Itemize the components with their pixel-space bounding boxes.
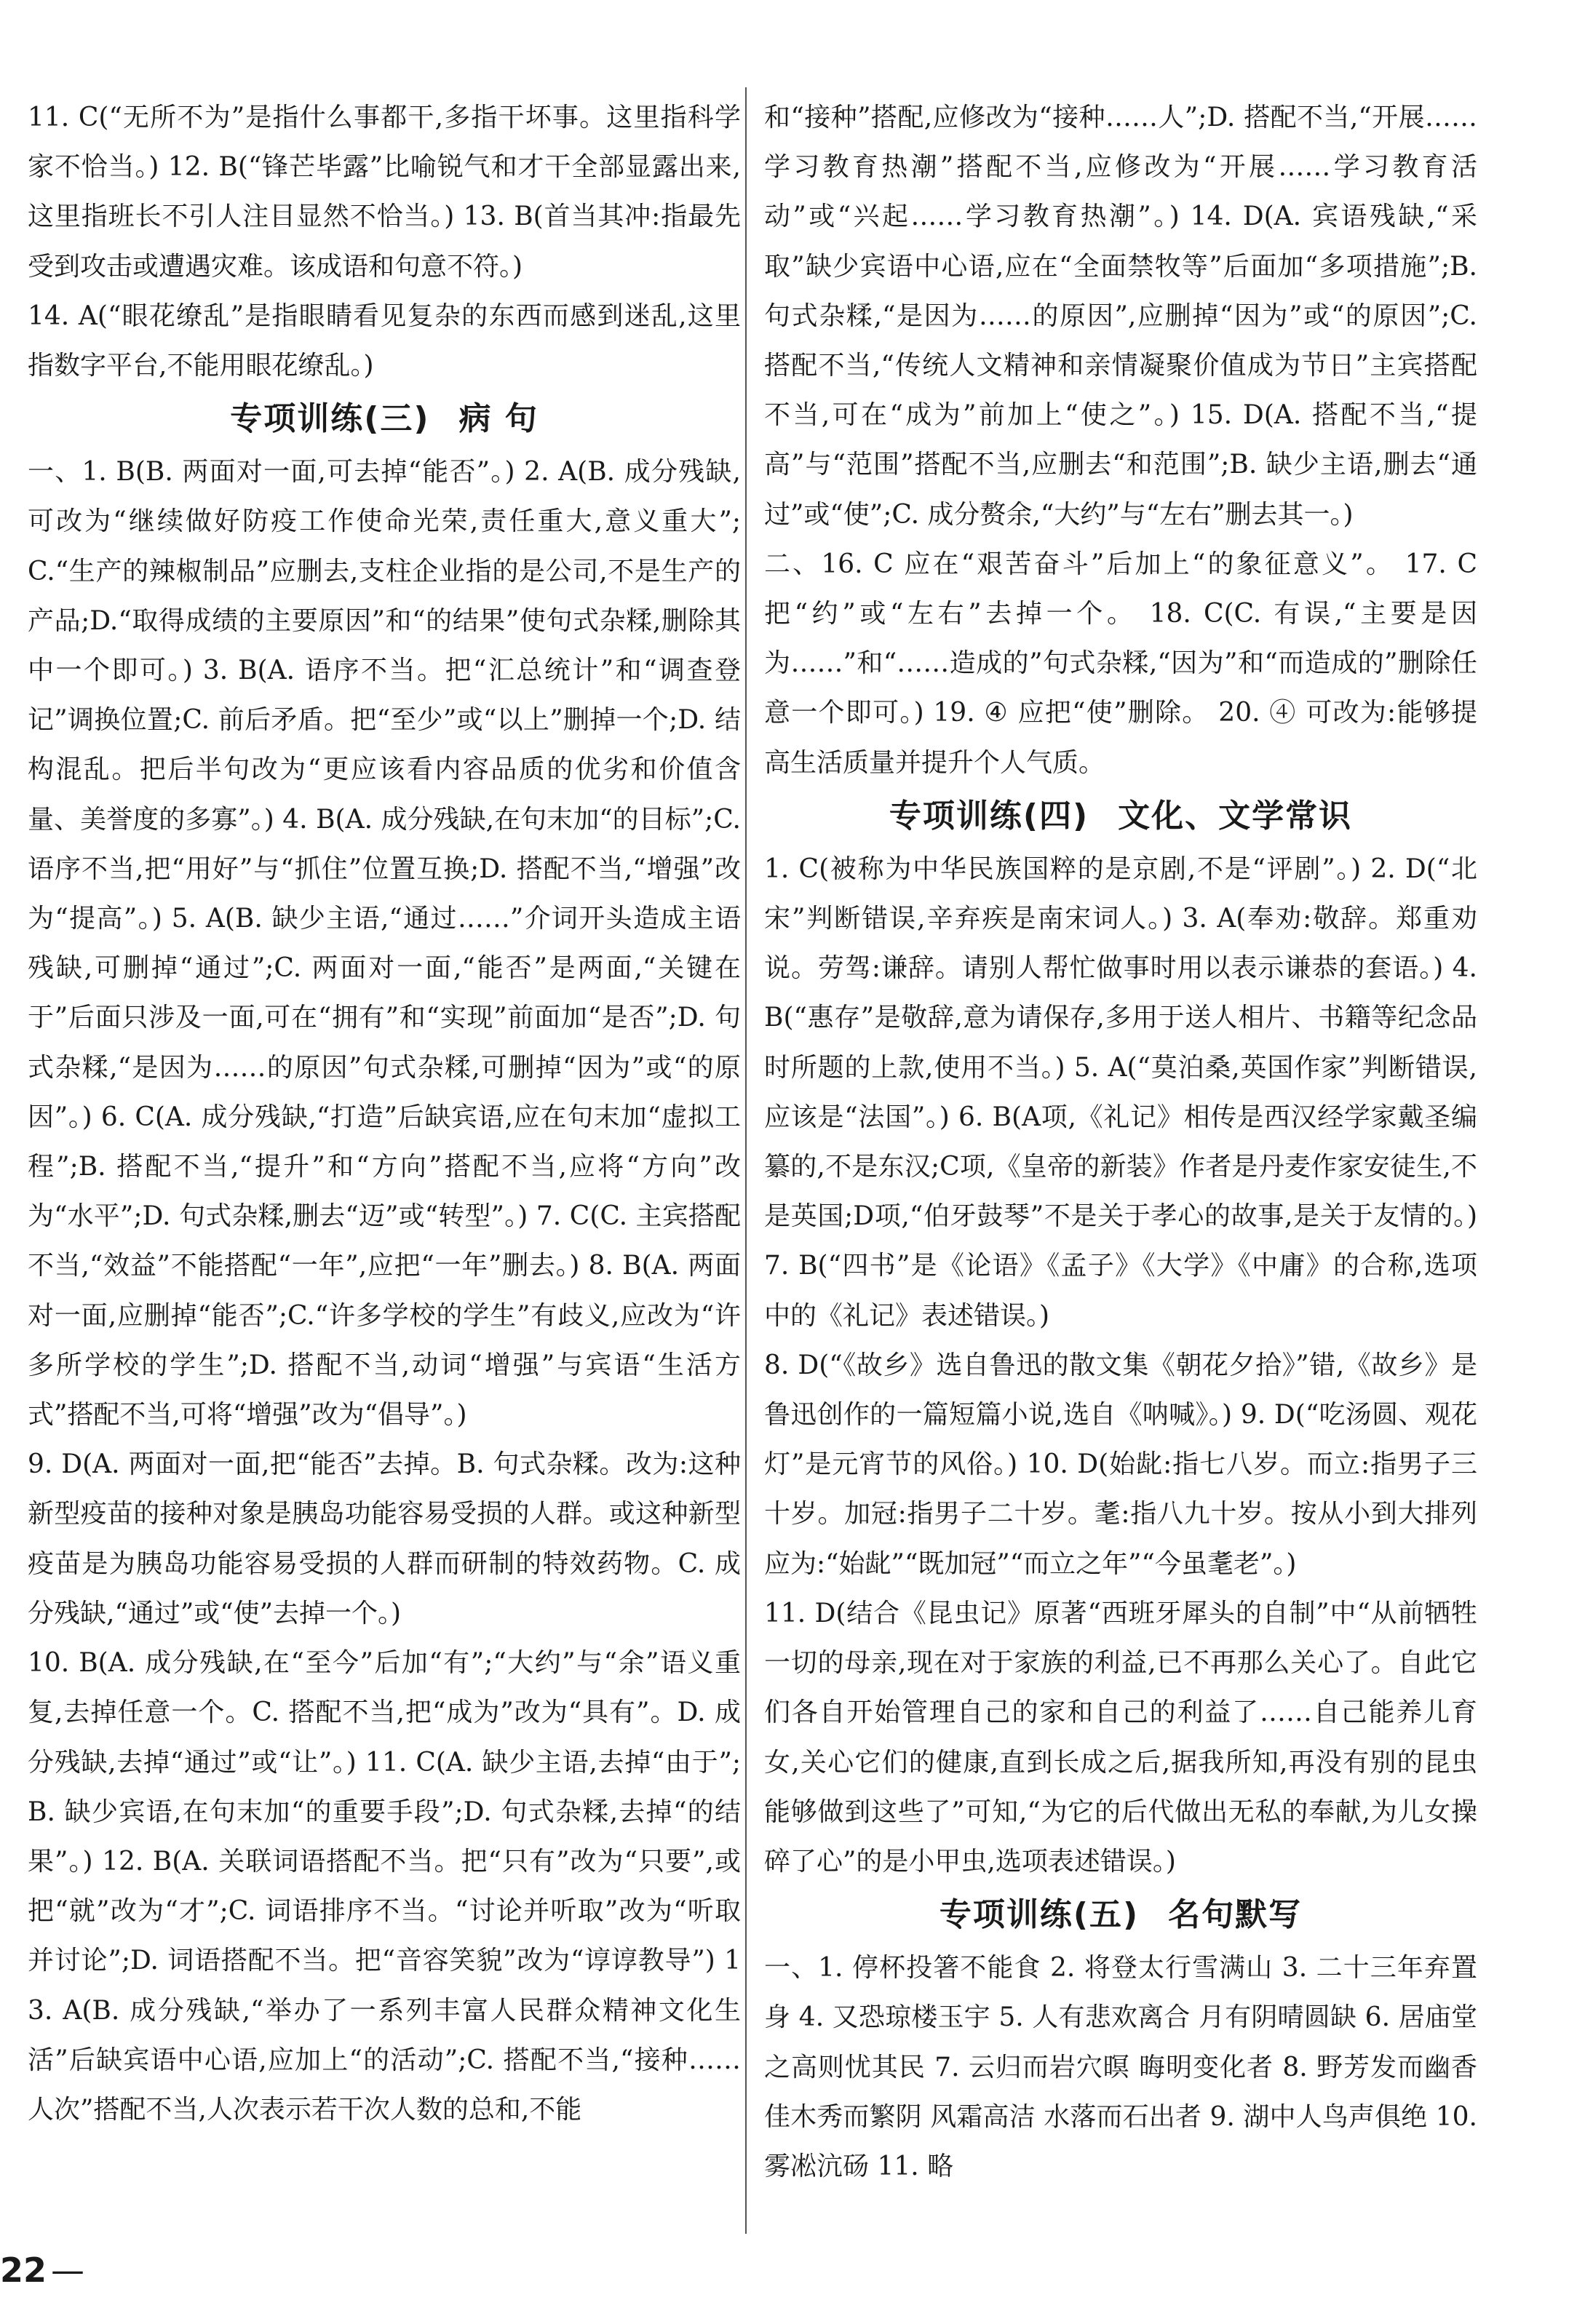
section-title-4	[764, 788, 1477, 845]
page-number-dash: —	[51, 2251, 84, 2290]
answer-paragraph: 10. B(A. 成分残缺,在“至今”后加“有”;“大约”与“余”语义重复,去掉任意一个。C. 搭配不当,把“成为”改为“具有”。D. 成分残缺,去掉“通过”或“让”。) 11. C(A. 缺少主语,去掉“由于”;B. 缺少宾语,在句末加“的重要手段”;D. 句式杂糅,去掉“的结果”。) 12. B(A. 关联词语搭配不当。把“只有”改为“只要”,或把“就”改为“才”;C. 词语排序不当。“讨论并听取”改为“听取并讨论”;D. 词语搭配不当。把“音容笑貌”改为“谆谆教导”) 13. A(B. 成分残缺,“举办了一系列丰富人民群众精神文化生活”后缺宾语中心语,应加上“的活动”;C. 搭配不当,“接种……人次”搭配不当,人次表示若干次人数的总和,不能	[28, 1648, 741, 2125]
section-topic: 病 句	[458, 400, 539, 438]
right-column	[764, 93, 1477, 2192]
answer-paragraph: 一、1. B(B. 两面对一面,可去掉“能否”。) 2. A(B. 成分残缺,可改为“继续做好防疫工作使命光荣,责任重大,意义重大”;C.“生产的辣椒制品”应删去,支柱企业指的是公司,不是生产的产品;D.“取得成绩的主要原因”和“的结果”使句式杂糅,删除其中一个即可。) 3. B(A. 语序不当。把“汇总统计”和“调查登记”调换位置;C. 前后矛盾。把“至少”或“以上”删掉一个;D. 结构混乱。把后半句改为“更应该看内容品质的优劣和价值含量、美誉度的多寡”。) 4. B(A. 成分残缺,在句末加“的目标”;C. 语序不当,把“用好”与“抓住”位置互换;D. 搭配不当,“增强”改为“提高”。) 5. A(B. 缺少主语,“通过……”介词开头造成主语残缺,可删掉“通过”;C. 两面对一面,“能否”是两面,“关键在于”后面只涉及一面,可在“拥有”和“实现”前面加“是否”;D. 句式杂糅,“是因为……的原因”句式杂糅,可删掉“因为”或“的原因”。) 6. C(A. 成分残缺,“打造”后缺宾语,应在句末加“虚拟工程”;B. 搭配不当,“提升”和“方向”搭配不当,应将“方向”改为“水平”;D. 句式杂糅,删去“迈”或“转型”。) 7. C(C. 主宾搭配不当,“效益”不能搭配“一年”,应把“一年”删去。) 8. B(A. 两面对一面,应删掉“能否”;C.“许多学校的学生”有歧义,应改为“许多所学校的学生”;D. 搭配不当,动词“增强”与宾语“生活方式”搭配不当,可将“增强”改为“倡导”。)	[28, 457, 741, 1430]
left-column	[28, 93, 741, 2135]
section-title-5	[764, 1887, 1477, 1943]
section-number: 专项训练(五)	[939, 1896, 1140, 1934]
answer-paragraph: 9. D(A. 两面对一面,把“能否”去掉。B. 句式杂糅。改为:这种新型疫苗的接种对象是胰岛功能容易受损的人群。或这种新型疫苗是为胰岛功能容易受损的人群而研制的特效药物。C. 成分残缺,“通过”或“使”去掉一个。)	[28, 1449, 741, 1628]
answer-paragraph: 一、1. 停杯投箸不能食 2. 将登太行雪满山 3. 二十三年弃置身 4. 又恐琼楼玉宇 5. 人有悲欢离合 月有阴晴圆缺 6. 居庙堂之高则忧其民 7. 云归而岩穴暝 晦明变化者 8. 野芳发而幽香 佳木秀而繁阴 风霜高洁 水落而石出者 9. 湖中人鸟声俱绝 10. 雾凇沆砀 11. 略	[764, 1953, 1477, 2181]
section-topic: 名句默写	[1168, 1896, 1303, 1934]
answer-paragraph: 14. A(“眼花缭乱”是指眼睛看见复杂的东西而感到迷乱,这里指数字平台,不能用眼花缭乱。)	[28, 301, 741, 381]
section-title-3	[28, 391, 741, 447]
answer-paragraph: 8. D(“《故乡》选自鲁迅的散文集《朝花夕拾》”错,《故乡》是鲁迅创作的一篇短篇小说,选自《呐喊》。) 9. D(“吃汤圆、观花灯”是元宵节的风俗。) 10. D(始龀:指七八岁。而立:指男子三十岁。加冠:指男子二十岁。耄:指八九十岁。按从小到大排列应为:“始龀”“既加冠”“而立之年”“今虽耄老”。)	[764, 1350, 1477, 1579]
section-topic: 文化、文学常识	[1118, 797, 1353, 835]
answer-paragraph: 二、16. C 应在“艰苦奋斗”后加上“的象征意义”。 17. C 把“约”或“左右”去掉一个。 18. C(C. 有误,“主要是因为……”和“……造成的”句式杂糅,“因为”和“而造成的”删除任意一个即可。) 19. ④ 应把“使”删除。 20. ④ 可改为:能够提高生活质量并提升个人气质。	[764, 549, 1477, 778]
section-number: 专项训练(三)	[230, 400, 430, 438]
answer-paragraph: 1. C(被称为中华民族国粹的是京剧,不是“评剧”。) 2. D(“北宋”判断错误,辛弃疾是南宋词人。) 3. A(奉劝:敬辞。郑重劝说。劳驾:谦辞。请别人帮忙做事时用以表示谦恭的套语。) 4. B(“惠存”是敬辞,意为请保存,多用于送人相片、书籍等纪念品时所题的上款,使用不当。) 5. A(“莫泊桑,英国作家”判断错误,应该是“法国”。) 6. B(A项,《礼记》相传是西汉经学家戴圣编纂的,不是东汉;C项,《皇帝的新装》作者是丹麦作家安徒生,不是英国;D项,“伯牙鼓琴”不是关于孝心的故事,是关于友情的。) 7. B(“四书”是《论语》《孟子》《大学》《中庸》的合称,选项中的《礼记》表述错误。)	[764, 853, 1477, 1331]
answer-paragraph: 11. C(“无所不为”是指什么事都干,多指干坏事。这里指科学家不恰当。) 12. B(“锋芒毕露”比喻锐气和才干全部显露出来,这里指班长不引人注目显然不恰当。) 13. B(首当其冲:指最先受到攻击或遭遇灾难。该成语和句意不符。)	[28, 103, 741, 282]
answer-paragraph: 和“接种”搭配,应修改为“接种……人”;D. 搭配不当,“开展……学习教育热潮”搭配不当,应修改为“开展……学习教育活动”或“兴起……学习教育热潮”。) 14. D(A. 宾语残缺,“采取”缺少宾语中心语,应在“全面禁牧等”后面加“多项措施”;B. 句式杂糅,“是因为……的原因”,应删掉“因为”或“的原因”;C. 搭配不当,“传统人文精神和亲情凝聚价值成为节日”主宾搭配不当,可在“成为”前加上“使之”。) 15. D(A. 搭配不当,“提高”与“范围”搭配不当,应删去“和范围”;B. 缺少主语,删去“通过”或“使”;C. 成分赘余,“大约”与“左右”删去其一。)	[764, 103, 1477, 530]
column-divider	[745, 87, 747, 2234]
answer-paragraph: 11. D(结合《昆虫记》原著“西班牙犀头的自制”中“从前牺牲一切的母亲,现在对于家族的利益,已不再那么关心了。自此它们各自开始管理自己的家和自己的利益了……自己能养儿育女,关心它们的健康,直到长成之后,据我所知,再没有别的昆虫能够做到这些了”可知,“为它的后代做出无私的奉献,为儿女操碎了心”的是小甲虫,选项表述错误。)	[764, 1598, 1477, 1877]
section-number: 专项训练(四)	[889, 797, 1089, 835]
page-number: 22	[0, 2251, 47, 2290]
